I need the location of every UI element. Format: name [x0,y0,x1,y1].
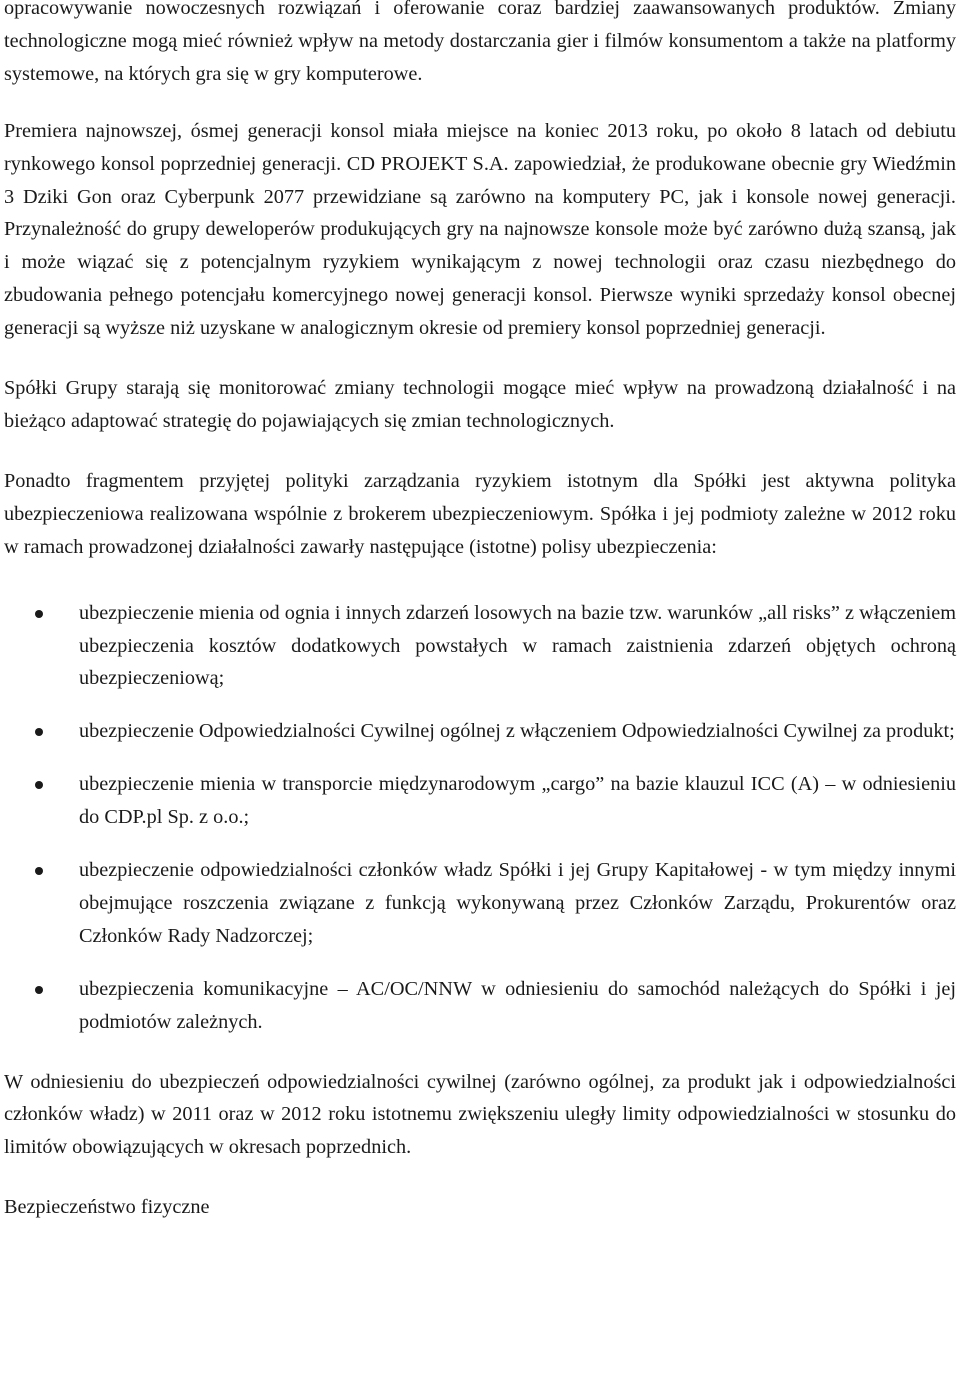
bullet-icon [35,781,43,789]
bullet-icon [35,610,43,618]
bullet-icon [35,986,43,994]
section-heading-physical-security: Bezpieczeństwo fizyczne [4,1196,210,1219]
bullet-icon [35,728,43,736]
paragraph-monitoring: Spółki Grupy starają się monitorować zmiany technologii mogące mieć wpływ na prowadzoną działalność i na bieżąco adaptować strategię do pojawiających się zmian technologicznych. [4,377,956,432]
paragraph-liability-limits: W odniesieniu do ubezpieczeń odpowiedzialności cywilnej (zarówno ogólnej, za produkt jak i odpowiedzialności członków władz) w 2011 oraz w 2012 roku istotnemu zwiększeniu uległy limity odpowiedzialności w stosunku do limitów obowiązujących w okresach poprzednich. [4,1070,956,1159]
list-item [4,854,956,953]
list-item [4,768,956,834]
list-item-text: ubezpieczenie odpowiedzialności członków władz Spółki i jej Grupy Kapitałowej - w tym między innymi obejmujące roszczenia związane z funkcją wykonywaną przez Członków Zarządu, Prokurentów oraz Członków Rady Nadzorczej; [79,859,956,947]
paragraph-insurance-policy: Ponadto fragmentem przyjętej polityki zarządzania ryzykiem istotnym dla Spółki jest aktywna polityka ubezpieczeniowa realizowana wspólnie z brokerem ubezpieczeniowym. Spółka i jej podmioty zależne w 2012 roku w ramach prowadzonej działalności zawarły następujące (istotne) polisy ubezpieczenia: [4,469,956,558]
list-item [4,973,956,1039]
paragraph-technology-changes: opracowywanie nowoczesnych rozwiązań i oferowanie coraz bardziej zaawansowanych produktów. Zmiany technologiczne mogą mieć również wpływ na metody dostarczania gier i filmów konsumentom a także na platformy systemowe, na których gra się w gry komputerowe. [4,0,956,85]
list-item [4,715,956,748]
list-item [4,597,956,696]
document-page [4,0,956,1224]
list-item-text: ubezpieczenie mienia w transporcie międzynarodowym „cargo” na bazie klauzul ICC (A) – w odniesieniu do CDP.pl Sp. z o.o.; [79,773,956,829]
list-item-text: ubezpieczenia komunikacyjne – AC/OC/NNW w odniesieniu do samochód należących do Spółki i jej podmiotów zależnych. [79,977,956,1033]
list-item-text: ubezpieczenie Odpowiedzialności Cywilnej ogólnej z włączeniem Odpowiedzialności Cywilnej za produkt; [79,720,955,743]
list-item-text: ubezpieczenie mienia od ognia i innych zdarzeń losowych na bazie tzw. warunków „all risks” z włączeniem ubezpieczenia kosztów dodatkowych powstałych w ramach zaistnienia zdarzeń objętych ochroną ubezpieczeniową; [79,601,956,690]
bullet-icon [35,867,43,875]
insurance-list [4,597,956,1039]
paragraph-console-generation: Premiera najnowszej, ósmej generacji konsol miała miejsce na koniec 2013 roku, po około 8 latach od debiutu rynkowego konsol poprzedniej generacji. CD PROJEKT S.A. zapowiedział, że produkowane obecnie gry Wiedźmin 3 Dziki Gon oraz Cyberpunk 2077 przewidziane są zarówno na komputery PC, jak i konsole nowej generacji. Przynależność do grupy deweloperów produkujących gry na najnowsze konsole może być zarówno dużą szansą, jak i może wiązać się z potencjalnym ryzykiem wynikającym z nowej technologii oraz czasu niezbędnego do zbudowania pełnego potencjału komercyjnego nowej generacji konsol. Pierwsze wyniki sprzedaży konsol obecnej generacji są wyższe niż uzyskane w analogicznym okresie od premiery konsol poprzedniej generacji. [4,119,956,340]
